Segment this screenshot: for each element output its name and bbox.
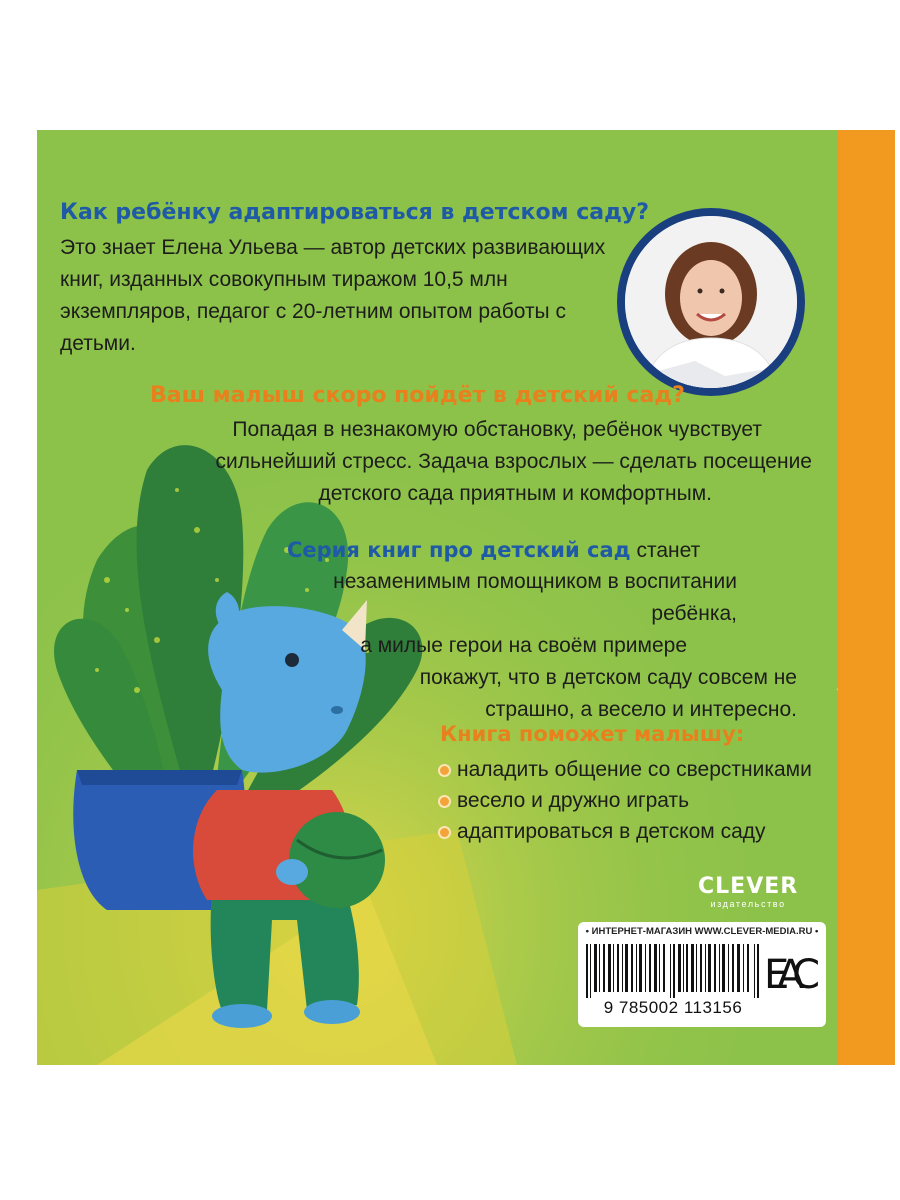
series-line: покажут, что в детском саду совсем не <box>419 666 797 689</box>
author-portrait-icon <box>625 216 797 388</box>
svg-text:ЕАС: ЕАС <box>764 952 820 996</box>
series-line: страшно, а весело и интересно. <box>485 698 797 721</box>
book-back-cover <box>37 130 895 1065</box>
author-heading: Как ребёнку адаптироваться в детском саду? <box>60 200 649 225</box>
bullet-icon <box>440 828 449 837</box>
kindergarten-line: детского сада приятным и комфортным. <box>318 482 712 505</box>
series-block <box>287 534 807 567</box>
series-paragraph <box>287 566 797 726</box>
logo-subtitle: издательство <box>710 899 786 909</box>
kindergarten-paragraph <box>172 414 812 510</box>
orange-side-stripe <box>838 130 895 1065</box>
help-list <box>440 754 812 847</box>
isbn-number: 9 785002 113156 <box>603 998 743 1017</box>
kindergarten-line: Попадая в незнакомую обстановку, ребёнок чувствует <box>232 418 762 441</box>
list-item: адаптироваться в детском саду <box>440 816 812 847</box>
publisher-logo <box>698 875 798 909</box>
kindergarten-line: сильнейший стресс. Задача взрослых — сделать посещение <box>215 450 812 473</box>
author-photo <box>617 208 805 396</box>
series-highlight: Серия книг про детский сад <box>287 538 631 562</box>
series-line: станет <box>630 539 701 562</box>
shop-url: • ИНТЕРНЕТ-МАГАЗИН WWW.CLEVER-MEDIA.RU • <box>585 926 819 937</box>
logo-text: CLEVER <box>698 874 799 899</box>
list-item: весело и дружно играть <box>440 785 812 816</box>
series-line: а милые герои на своём примере <box>360 634 687 657</box>
bullet-icon <box>440 766 449 775</box>
kindergarten-heading: Ваш малыш скоро пойдёт в детский сад? <box>150 383 685 408</box>
barcode-icon <box>586 944 762 998</box>
series-line: незаменимым помощником в воспитании ребёнка, <box>333 570 737 625</box>
list-item: наладить общение со сверстниками <box>440 754 812 785</box>
author-description: Это знает Елена Ульева — автор детских развивающих книг, изданных совокупным тиражом 10,5 млн экземпляров, педагог с 20-летним опытом работы с детьми. <box>60 236 606 355</box>
barcode-panel <box>578 922 826 1027</box>
help-heading: Книга поможет малышу: <box>440 722 745 746</box>
eac-mark <box>762 944 822 996</box>
bullet-icon <box>440 797 449 806</box>
